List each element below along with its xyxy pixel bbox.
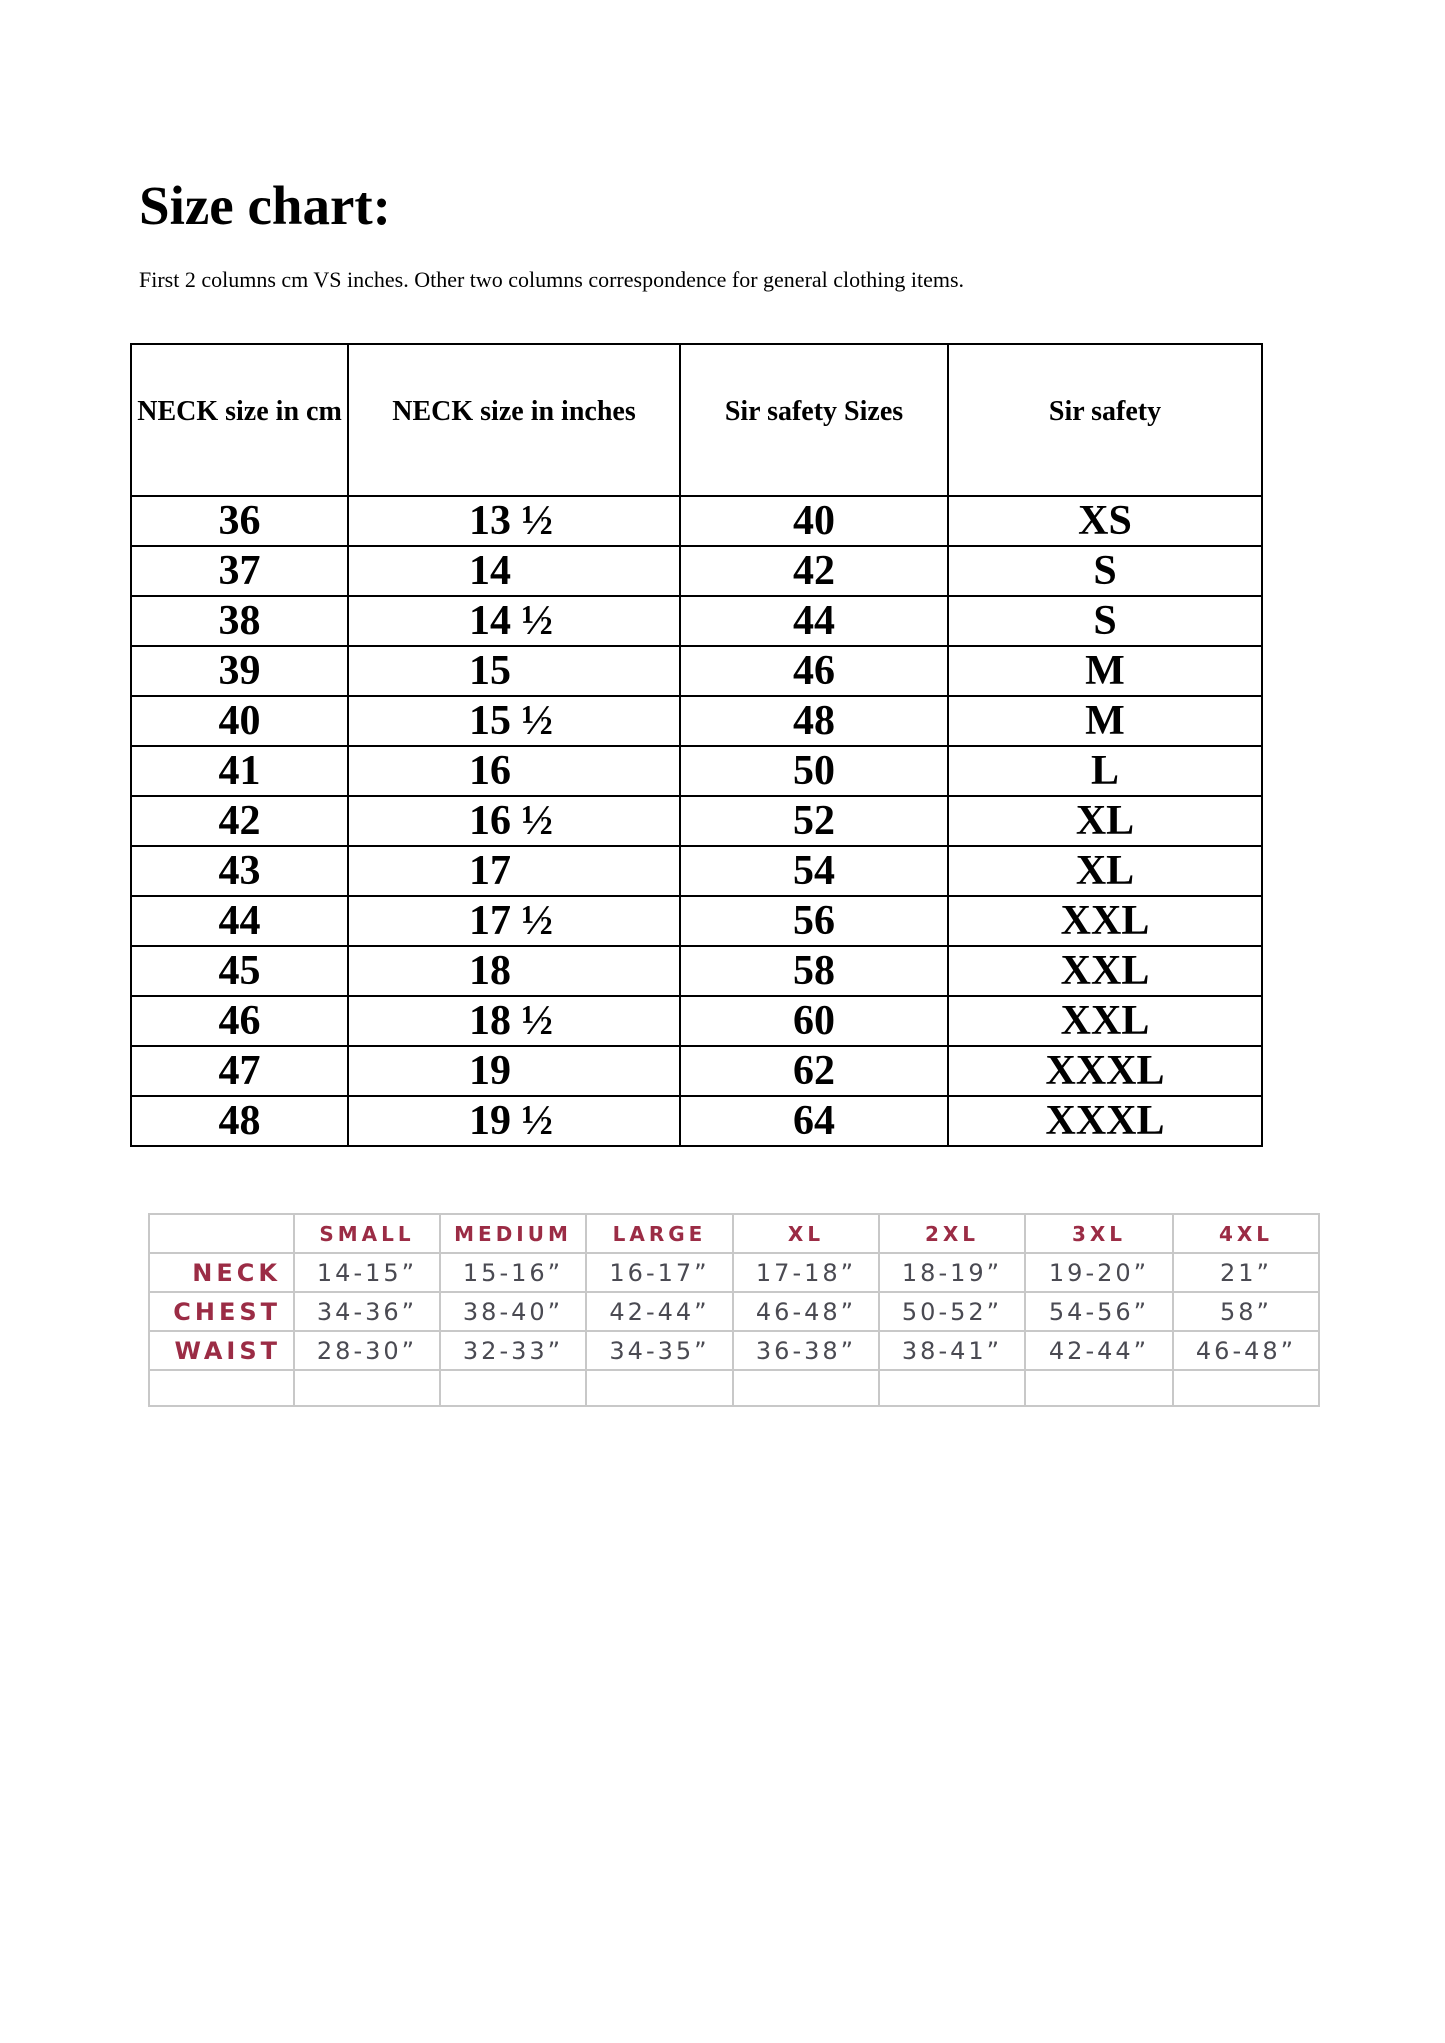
empty-cell (586, 1370, 733, 1406)
empty-cell (1173, 1370, 1319, 1406)
table-row (131, 646, 1262, 696)
table-row (131, 996, 1262, 1046)
neck-cm-cell: 36 (131, 496, 348, 546)
measurement-cell: 50-52” (879, 1292, 1025, 1331)
measurement-cell: 46-48” (733, 1292, 879, 1331)
sir-safety-letter-cell: XXL (948, 946, 1262, 996)
neck-inches-cell: 14 ½ (348, 596, 680, 646)
measurement-cell: 38-40” (440, 1292, 586, 1331)
neck-cm-cell: 46 (131, 996, 348, 1046)
neck-cm-cell: 43 (131, 846, 348, 896)
table-row (131, 946, 1262, 996)
table-row (149, 1331, 1319, 1370)
table-row (131, 796, 1262, 846)
general-size-table (148, 1213, 1320, 1407)
table-row (131, 1046, 1262, 1096)
sir-safety-size-cell: 64 (680, 1096, 948, 1146)
table-row (131, 546, 1262, 596)
row-label: WAIST (149, 1331, 294, 1370)
page-title: Size chart: (139, 175, 391, 236)
neck-cm-cell: 37 (131, 546, 348, 596)
neck-cm-cell: 40 (131, 696, 348, 746)
measurement-cell: 54-56” (1025, 1292, 1173, 1331)
sir-safety-letter-cell: XXL (948, 896, 1262, 946)
measurement-cell: 14-15” (294, 1253, 440, 1292)
row-label: CHEST (149, 1292, 294, 1331)
sir-safety-size-cell: 44 (680, 596, 948, 646)
neck-inches-cell: 18 ½ (348, 996, 680, 1046)
measurement-cell: 17-18” (733, 1253, 879, 1292)
sir-safety-letter-cell: M (948, 646, 1262, 696)
sir-safety-letter-cell: M (948, 696, 1262, 746)
neck-cm-cell: 47 (131, 1046, 348, 1096)
measurement-cell: 28-30” (294, 1331, 440, 1370)
sir-safety-letter-cell: XXXL (948, 1096, 1262, 1146)
neck-inches-cell: 16 (348, 746, 680, 796)
neck-inches-cell: 13 ½ (348, 496, 680, 546)
table-row (131, 1096, 1262, 1146)
page-subtitle: First 2 columns cm VS inches. Other two columns correspondence for general clothing items. (139, 267, 965, 292)
header-large: LARGE (586, 1214, 733, 1253)
neck-inches-cell: 17 (348, 846, 680, 896)
sir-safety-size-cell: 48 (680, 696, 948, 746)
sir-safety-letter-cell: XL (948, 796, 1262, 846)
neck-inches-cell: 14 (348, 546, 680, 596)
measurement-cell: 18-19” (879, 1253, 1025, 1292)
empty-cell (879, 1370, 1025, 1406)
measurement-cell: 19-20” (1025, 1253, 1173, 1292)
measurement-cell: 15-16” (440, 1253, 586, 1292)
neck-cm-cell: 41 (131, 746, 348, 796)
table-row (131, 746, 1262, 796)
table-row (131, 846, 1262, 896)
header-neck-cm: NECK size in cm (131, 344, 348, 496)
measurement-cell: 32-33” (440, 1331, 586, 1370)
empty-cell (1025, 1370, 1173, 1406)
table-row (131, 496, 1262, 546)
table-row (131, 596, 1262, 646)
empty-cell (149, 1370, 294, 1406)
header-2xl: 2XL (879, 1214, 1025, 1253)
neck-cm-cell: 38 (131, 596, 348, 646)
neck-inches-cell: 16 ½ (348, 796, 680, 846)
sir-safety-size-cell: 42 (680, 546, 948, 596)
measurement-cell: 34-35” (586, 1331, 733, 1370)
table-row (149, 1253, 1319, 1292)
measurement-cell: 58” (1173, 1292, 1319, 1331)
sir-safety-letter-cell: XL (948, 846, 1262, 896)
neck-size-table-header-row (131, 344, 1262, 496)
sir-safety-letter-cell: XXXL (948, 1046, 1262, 1096)
neck-cm-cell: 45 (131, 946, 348, 996)
sir-safety-size-cell: 52 (680, 796, 948, 846)
sir-safety-size-cell: 50 (680, 746, 948, 796)
sir-safety-letter-cell: XS (948, 496, 1262, 546)
neck-inches-cell: 19 ½ (348, 1096, 680, 1146)
neck-inches-cell: 15 (348, 646, 680, 696)
empty-cell (294, 1370, 440, 1406)
neck-cm-cell: 42 (131, 796, 348, 846)
neck-cm-cell: 39 (131, 646, 348, 696)
sir-safety-letter-cell: S (948, 596, 1262, 646)
header-sir-safety-sizes: Sir safety Sizes (680, 344, 948, 496)
header-sir-safety: Sir safety (948, 344, 1262, 496)
neck-inches-cell: 15 ½ (348, 696, 680, 746)
sir-safety-size-cell: 54 (680, 846, 948, 896)
header-small: SMALL (294, 1214, 440, 1253)
sir-safety-size-cell: 46 (680, 646, 948, 696)
neck-inches-cell: 17 ½ (348, 896, 680, 946)
neck-inches-cell: 19 (348, 1046, 680, 1096)
sir-safety-size-cell: 56 (680, 896, 948, 946)
neck-cm-cell: 44 (131, 896, 348, 946)
measurement-cell: 34-36” (294, 1292, 440, 1331)
measurement-cell: 16-17” (586, 1253, 733, 1292)
sir-safety-letter-cell: XXL (948, 996, 1262, 1046)
measurement-cell: 46-48” (1173, 1331, 1319, 1370)
header-4xl: 4XL (1173, 1214, 1319, 1253)
sir-safety-letter-cell: S (948, 546, 1262, 596)
table-row (131, 896, 1262, 946)
measurement-cell: 36-38” (733, 1331, 879, 1370)
header-neck-inches: NECK size in inches (348, 344, 680, 496)
sir-safety-size-cell: 60 (680, 996, 948, 1046)
corner-cell (149, 1214, 294, 1253)
empty-cell (440, 1370, 586, 1406)
sir-safety-size-cell: 40 (680, 496, 948, 546)
empty-cell (733, 1370, 879, 1406)
table-row (149, 1292, 1319, 1331)
sir-safety-size-cell: 58 (680, 946, 948, 996)
empty-row (149, 1370, 1319, 1406)
measurement-cell: 42-44” (586, 1292, 733, 1331)
neck-size-table-body (131, 496, 1262, 1146)
header-xl: XL (733, 1214, 879, 1253)
row-label: NECK (149, 1253, 294, 1292)
measurement-cell: 38-41” (879, 1331, 1025, 1370)
neck-inches-cell: 18 (348, 946, 680, 996)
general-size-table-body (149, 1253, 1319, 1370)
sir-safety-size-cell: 62 (680, 1046, 948, 1096)
table-row (131, 696, 1262, 746)
sir-safety-letter-cell: L (948, 746, 1262, 796)
neck-cm-cell: 48 (131, 1096, 348, 1146)
header-medium: MEDIUM (440, 1214, 586, 1253)
neck-size-table (130, 343, 1263, 1147)
measurement-cell: 21” (1173, 1253, 1319, 1292)
header-3xl: 3XL (1025, 1214, 1173, 1253)
general-size-table-header-row (149, 1214, 1319, 1253)
measurement-cell: 42-44” (1025, 1331, 1173, 1370)
